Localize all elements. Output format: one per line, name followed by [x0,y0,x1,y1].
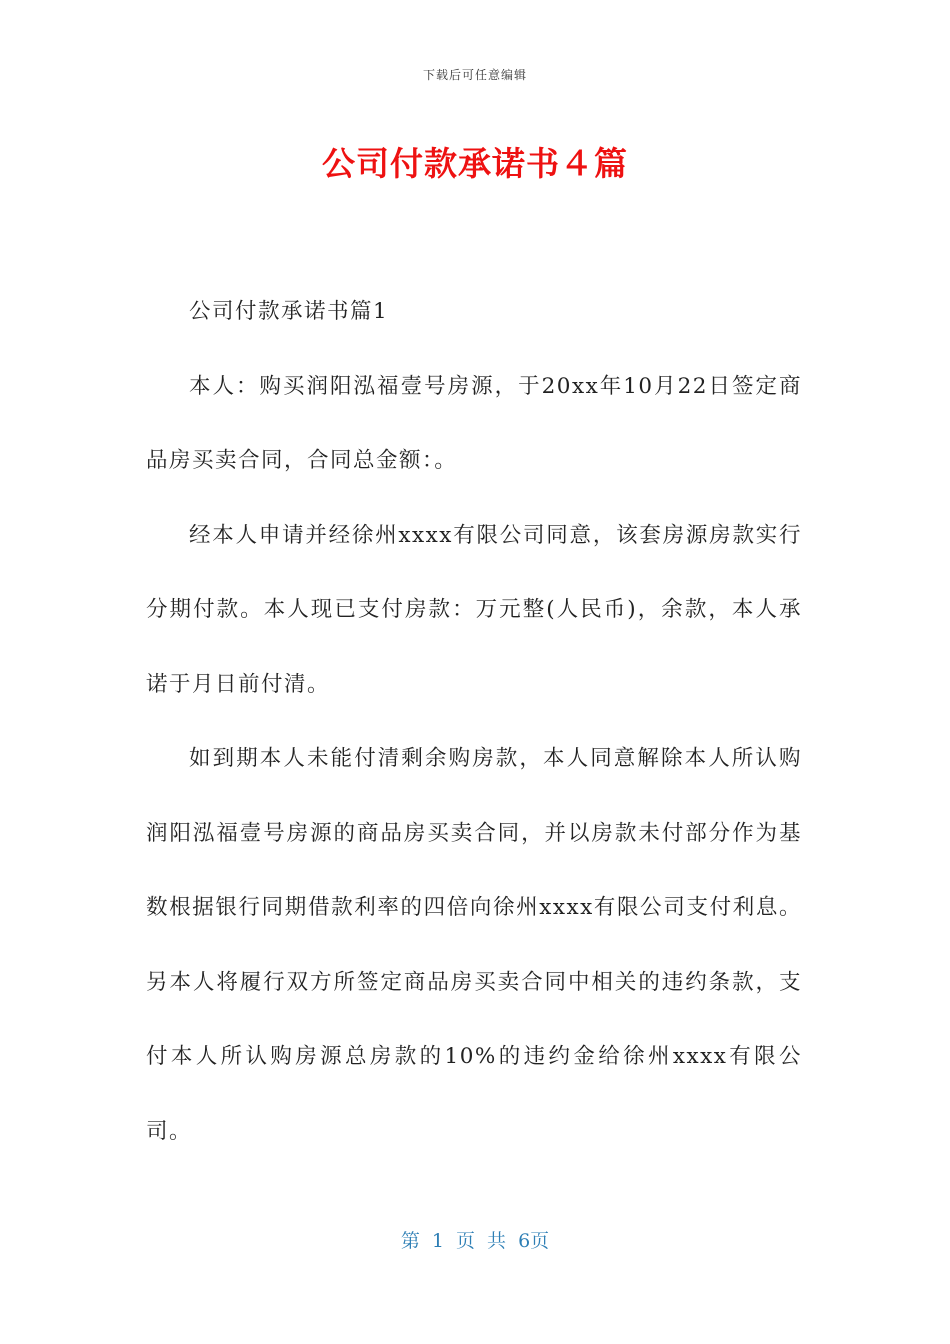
document-body [146,275,802,1169]
paragraph-default-terms: 如到期本人未能付清剩余购房款，本人同意解除本人所认购润阳泓福壹号房源的商品房买卖合同，并以房款未付部分作为基数根据银行同期借款利率的四倍向徐州xxxx有限公司支付利息。另本人将履行双方所签定商品房买卖合同中相关的违约条款，支付本人所认购房源总房款的10%的违约金给徐州xxxx有限公司。 [146,746,802,1144]
paragraph-purchase-info: 本人：购买润阳泓福壹号房源，于20xx年10月22日签定商品房买卖合同，合同总金额：。 [146,373,802,473]
document-title: 公司付款承诺书４篇 [322,144,628,183]
paragraph-installment: 经本人申请并经徐州xxxx有限公司同意，该套房源房款实行分期付款。本人现已支付房款：万元整(人民币)，余款，本人承诺于月日前付清。 [146,522,802,697]
header-note: 下载后可任意编辑 [422,68,527,82]
page-number: 第 1 页 共 6页 [400,1230,550,1252]
paragraph-section-heading: 公司付款承诺书篇1 [189,299,389,324]
